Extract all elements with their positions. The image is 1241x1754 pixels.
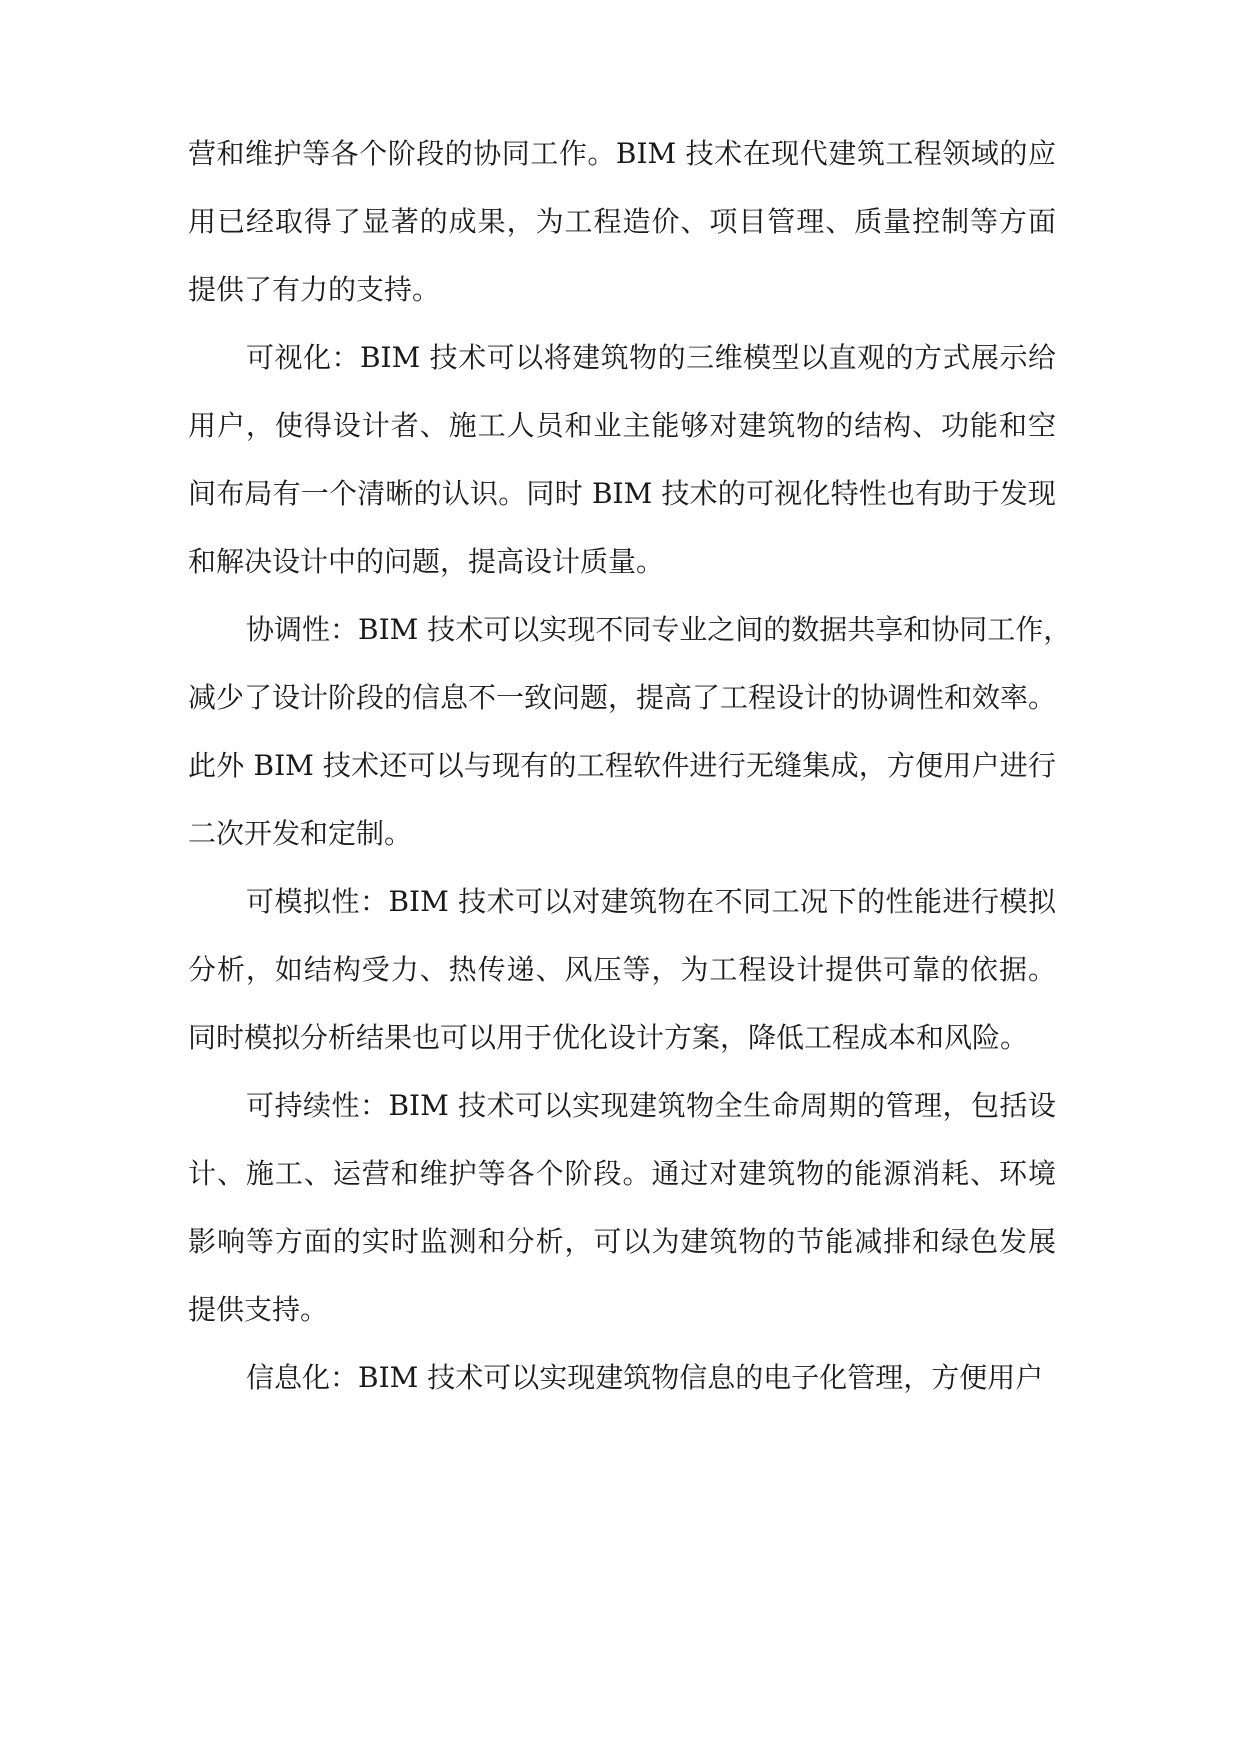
text-line: 计、施工、运营和维护等各个阶段。通过对建筑物的能源消耗、环境 bbox=[188, 1157, 1056, 1190]
text-line: 分析，如结构受力、热传递、风压等，为工程设计提供可靠的依据。 bbox=[188, 953, 1056, 986]
text-line: 间布局有一个清晰的认识。同时 BIM 技术的可视化特性也有助于发现 bbox=[188, 477, 1056, 510]
paragraph-informatization-first-line: 信息化：BIM 技术可以实现建筑物信息的电子化管理，方便用户 bbox=[246, 1361, 1044, 1394]
paragraph-sustainability-first-line: 可持续性：BIM 技术可以实现建筑物全生命周期的管理，包括设 bbox=[246, 1089, 1056, 1122]
paragraph-simulation-first-line: 可模拟性：BIM 技术可以对建筑物在不同工况下的性能进行模拟 bbox=[246, 885, 1056, 918]
text-line: 影响等方面的实时监测和分析，可以为建筑物的节能减排和绿色发展 bbox=[188, 1225, 1056, 1258]
text-line: 此外 BIM 技术还可以与现有的工程软件进行无缝集成，方便用户进行 bbox=[188, 749, 1056, 782]
paragraph-coordination-first-line: 协调性：BIM 技术可以实现不同专业之间的数据共享和协同工作， bbox=[246, 613, 1072, 646]
text-line: 提供支持。 bbox=[188, 1293, 329, 1326]
paragraph-visualization-first-line: 可视化：BIM 技术可以将建筑物的三维模型以直观的方式展示给 bbox=[246, 341, 1056, 374]
text-line: 用已经取得了显著的成果，为工程造价、项目管理、质量控制等方面 bbox=[188, 205, 1056, 238]
text-line: 营和维护等各个阶段的协同工作。BIM 技术在现代建筑工程领域的应 bbox=[188, 137, 1056, 170]
text-line: 用户，使得设计者、施工人员和业主能够对建筑物的结构、功能和空 bbox=[188, 409, 1056, 442]
text-line: 二次开发和定制。 bbox=[188, 817, 413, 850]
text-line: 提供了有力的支持。 bbox=[188, 273, 441, 306]
text-line: 减少了设计阶段的信息不一致问题，提高了工程设计的协调性和效率。 bbox=[188, 681, 1057, 714]
text-line: 同时模拟分析结果也可以用于优化设计方案，降低工程成本和风险。 bbox=[188, 1021, 1029, 1054]
text-line: 和解决设计中的问题，提高设计质量。 bbox=[188, 545, 665, 578]
